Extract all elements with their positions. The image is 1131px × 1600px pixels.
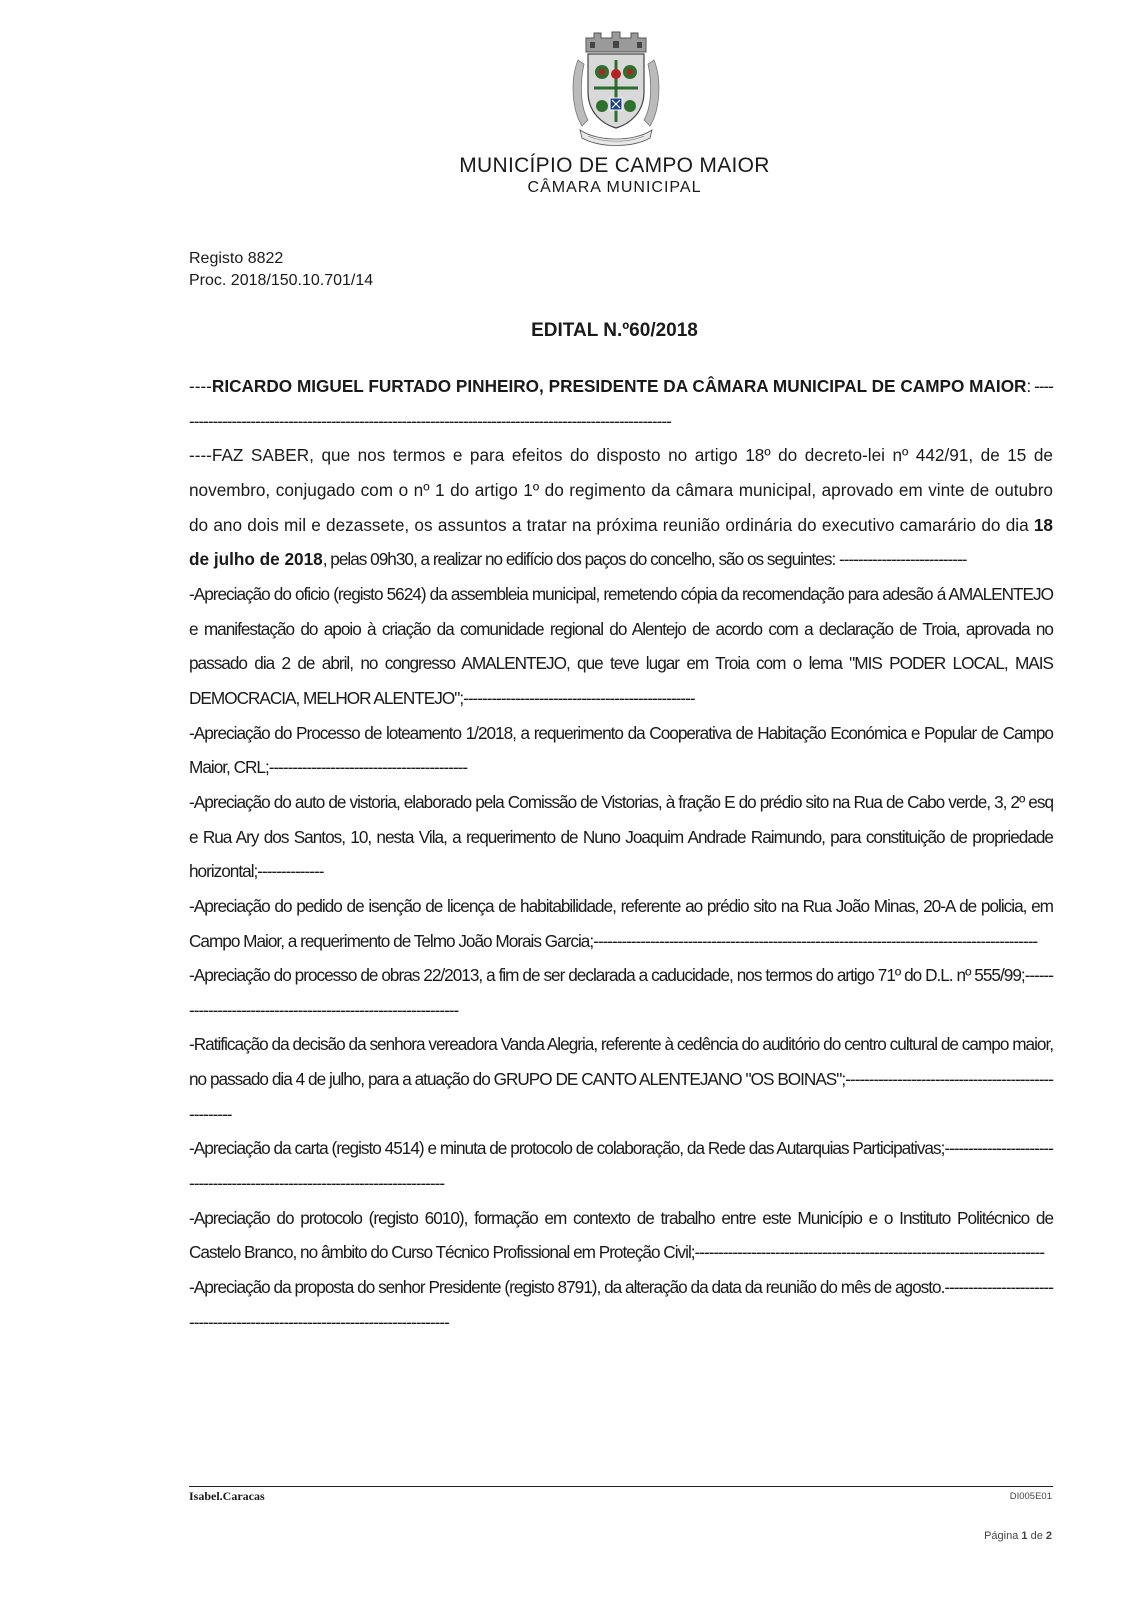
- faz-saber-paragraph: [189, 438, 1053, 577]
- agenda-item: -Apreciação do pedido de isenção de licença de habitabilidade, referente ao prédio sito na Rua João Minas, 20-A de policia, em Campo Maior, a requerimento de Telmo João Morais Garcia;----------------------------------------------------------------------------------------------: [189, 895, 1053, 951]
- page-of: de: [1027, 1530, 1046, 1542]
- agenda-item: -Ratificação da decisão da senhora vereadora Vanda Alegria, referente à cedência do auditório do centro cultural de campo maior, no passado dia 4 de julho, para a atuação do GRUPO DE CANTO ALENTEJANO "OS BOINAS";-----------------------------------------------------: [189, 1034, 1053, 1124]
- agenda-item: -Apreciação da proposta do senhor Presidente (registo 8791), da alteração da data da reunião do mês de agosto.------------------------------------------------------------------------------: [189, 1277, 1053, 1332]
- municipality-name: MUNICÍPIO DE CAMPO MAIOR: [459, 154, 770, 177]
- page-number: 1: [1021, 1530, 1028, 1542]
- agenda-item: -Apreciação do oficio (registo 5624) da assembleia municipal, remetendo cópia da recomendação para adesão á AMALENTEJO e manifestação do apoio à criação da comunidade regional do Alentejo de acordo com a declaração de Troia, aprovada no passado dia 2 de abril, no congresso AMALENTEJO, que teve lugar em Troia com o lema "MIS PODER LOCAL, MAIS DEMOCRACIA, MELHOR ALENTEJO";-------------------------------------------------: [189, 583, 1053, 708]
- agenda-item: -Apreciação do Processo de loteamento 1/2018, a requerimento da Cooperativa de Habitação Económica e Popular de Campo Maior, CRL;------------------------------------------: [189, 722, 1053, 778]
- edital-title: EDITAL N.º60/2018: [531, 320, 698, 341]
- agenda-item: -Apreciação da carta (registo 4514) e minuta de protocolo de colaboração, da Rede das Autarquias Participativas;-----------------------------------------------------------------------------: [189, 1138, 1053, 1194]
- p1-suffix: : ----------------------------------------------------------------------------------------------------------: [189, 376, 1053, 431]
- edital-body: [189, 369, 1053, 1339]
- registo-number: Registo 8822: [189, 250, 284, 267]
- process-number: Proc. 2018/150.10.701/14: [189, 272, 374, 289]
- p1-prefix: ----: [189, 376, 212, 396]
- meeting-date: 18 de julho de 2018: [189, 514, 1053, 570]
- footer-author: Isabel.Caracas: [189, 1489, 265, 1503]
- agenda-item: -Apreciação do auto de vistoria, elaborado pela Comissão de Vistorias, à fração E do prédio sito na Rua de Cabo verde, 3, 2º esq e Rua Ary dos Santos, 10, nesta Vila, a requerimento de Nuno Joaquim Andrade Raimundo, para constituição de propriedade horizontal;--------------: [189, 791, 1053, 882]
- president-paragraph: [189, 369, 1053, 438]
- agenda-item: -Apreciação do processo de obras 22/2013, a fim de ser declarada a caducidade, nos termos do artigo 71º do D.L. nº 555/99;---------------------------------------------------------------: [189, 965, 1053, 1020]
- p2-text-b: , pelas 09h30, a realizar no edifício dos paços do concelho, são os seguintes: ---------------------------: [322, 549, 967, 570]
- p2-text-a: ----FAZ SABER, que nos termos e para efeitos do disposto no artigo 18º do decreto-lei nº 442/91, de 15 de novembro, conjugado com o nº 1 do artigo 1º do regimento da câmara municipal, aprovado em vinte de outubro do ano dois mil e dezassete, os assuntos a tratar na próxima reunião ordinária do executivo camarário do dia: [189, 445, 1053, 535]
- page-total: 2: [1045, 1530, 1052, 1542]
- agenda-item: -Apreciação do protocolo (registo 6010), formação em contexto de trabalho entre este Município e o Instituto Politécnico de Castelo Branco, no âmbito do Curso Técnico Profissional em Proteção Civil;--------------------------------------------------------------------------: [189, 1207, 1053, 1263]
- council-name: CÂMARA MUNICIPAL: [527, 179, 702, 196]
- municipal-crest-logo: [568, 30, 664, 150]
- document-code: DI005E01: [1009, 1491, 1052, 1502]
- page-label: Página: [984, 1530, 1022, 1542]
- page-indicator: [984, 1530, 1052, 1542]
- president-name: RICARDO MIGUEL FURTADO PINHEIRO, PRESIDENTE DA CÂMARA MUNICIPAL DE CAMPO MAIOR: [211, 376, 1027, 396]
- footer-divider: [189, 1486, 1053, 1487]
